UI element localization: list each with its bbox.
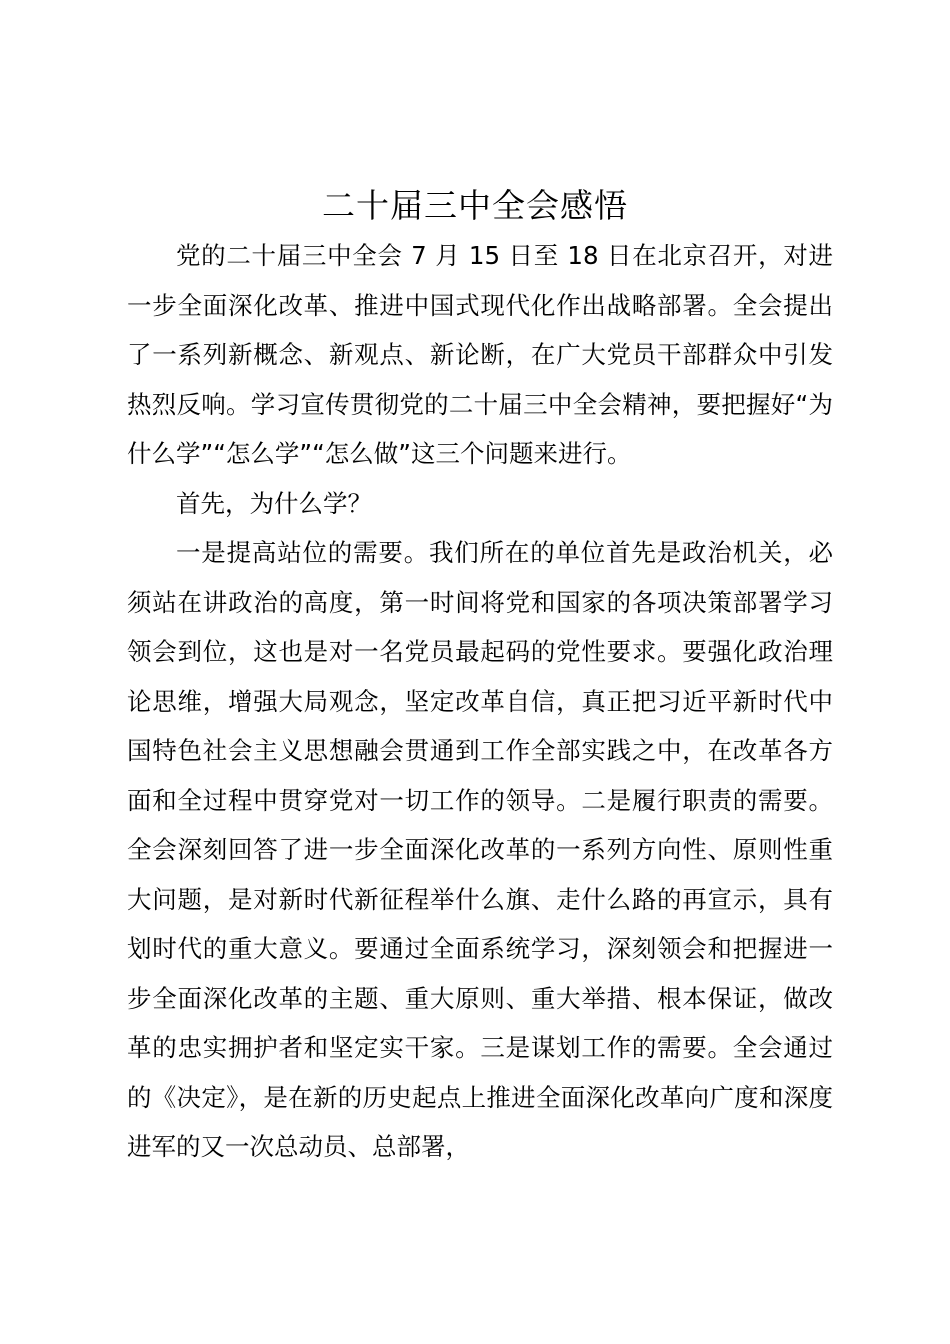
paragraph-first-question: 首先，为什么学？	[176, 488, 372, 518]
paragraph-reasons: 一是提高站位的需要。我们所在的单位首先是政治机关，必须站在讲政治的高度，第一时间将党和国家的各项决策部署学习领会到位，这也是对一名党员最起码的党性要求。要强化政治理论思维，增强大局观念，坚定改革自信，真正把习近平新时代中国特色社会主义思想融会贯通到工作全部实践之中，在改革各方面和全过程中贯穿党对一切工作的领导。二是履行职责的需要。全会深刻回答了进一步全面深化改革的一系列方向性、原则性重大问题，是对新时代新征程举什么旗、走什么路的再宣示，具有划时代的重大意义。要通过全面系统学习，深刻领会和把握进一步全面深化改革的主题、重大原则、重大举措、根本保证，做改革的忠实拥护者和坚定实干家。三是谋划工作的需要。全会通过的《决定》，是在新的历史起点上推进全面深化改革向广度和深度进军的又一次总动员、总部署，	[127, 538, 833, 1161]
document-title: 二十届三中全会感悟	[322, 186, 628, 225]
document-body	[127, 231, 833, 1172]
paragraph-intro: 党的二十届三中全会 7 月 15 日至 18 日在北京召开，对进一步全面深化改革、推进中国式现代化作出战略部署。全会提出了一系列新概念、新观点、新论断，在广大党员干部群众中引发热烈反响。学习宣传贯彻党的二十届三中全会精神，要把握好“为什么学”“怎么学”“怎么做”这三个问题来进行。	[127, 241, 833, 468]
